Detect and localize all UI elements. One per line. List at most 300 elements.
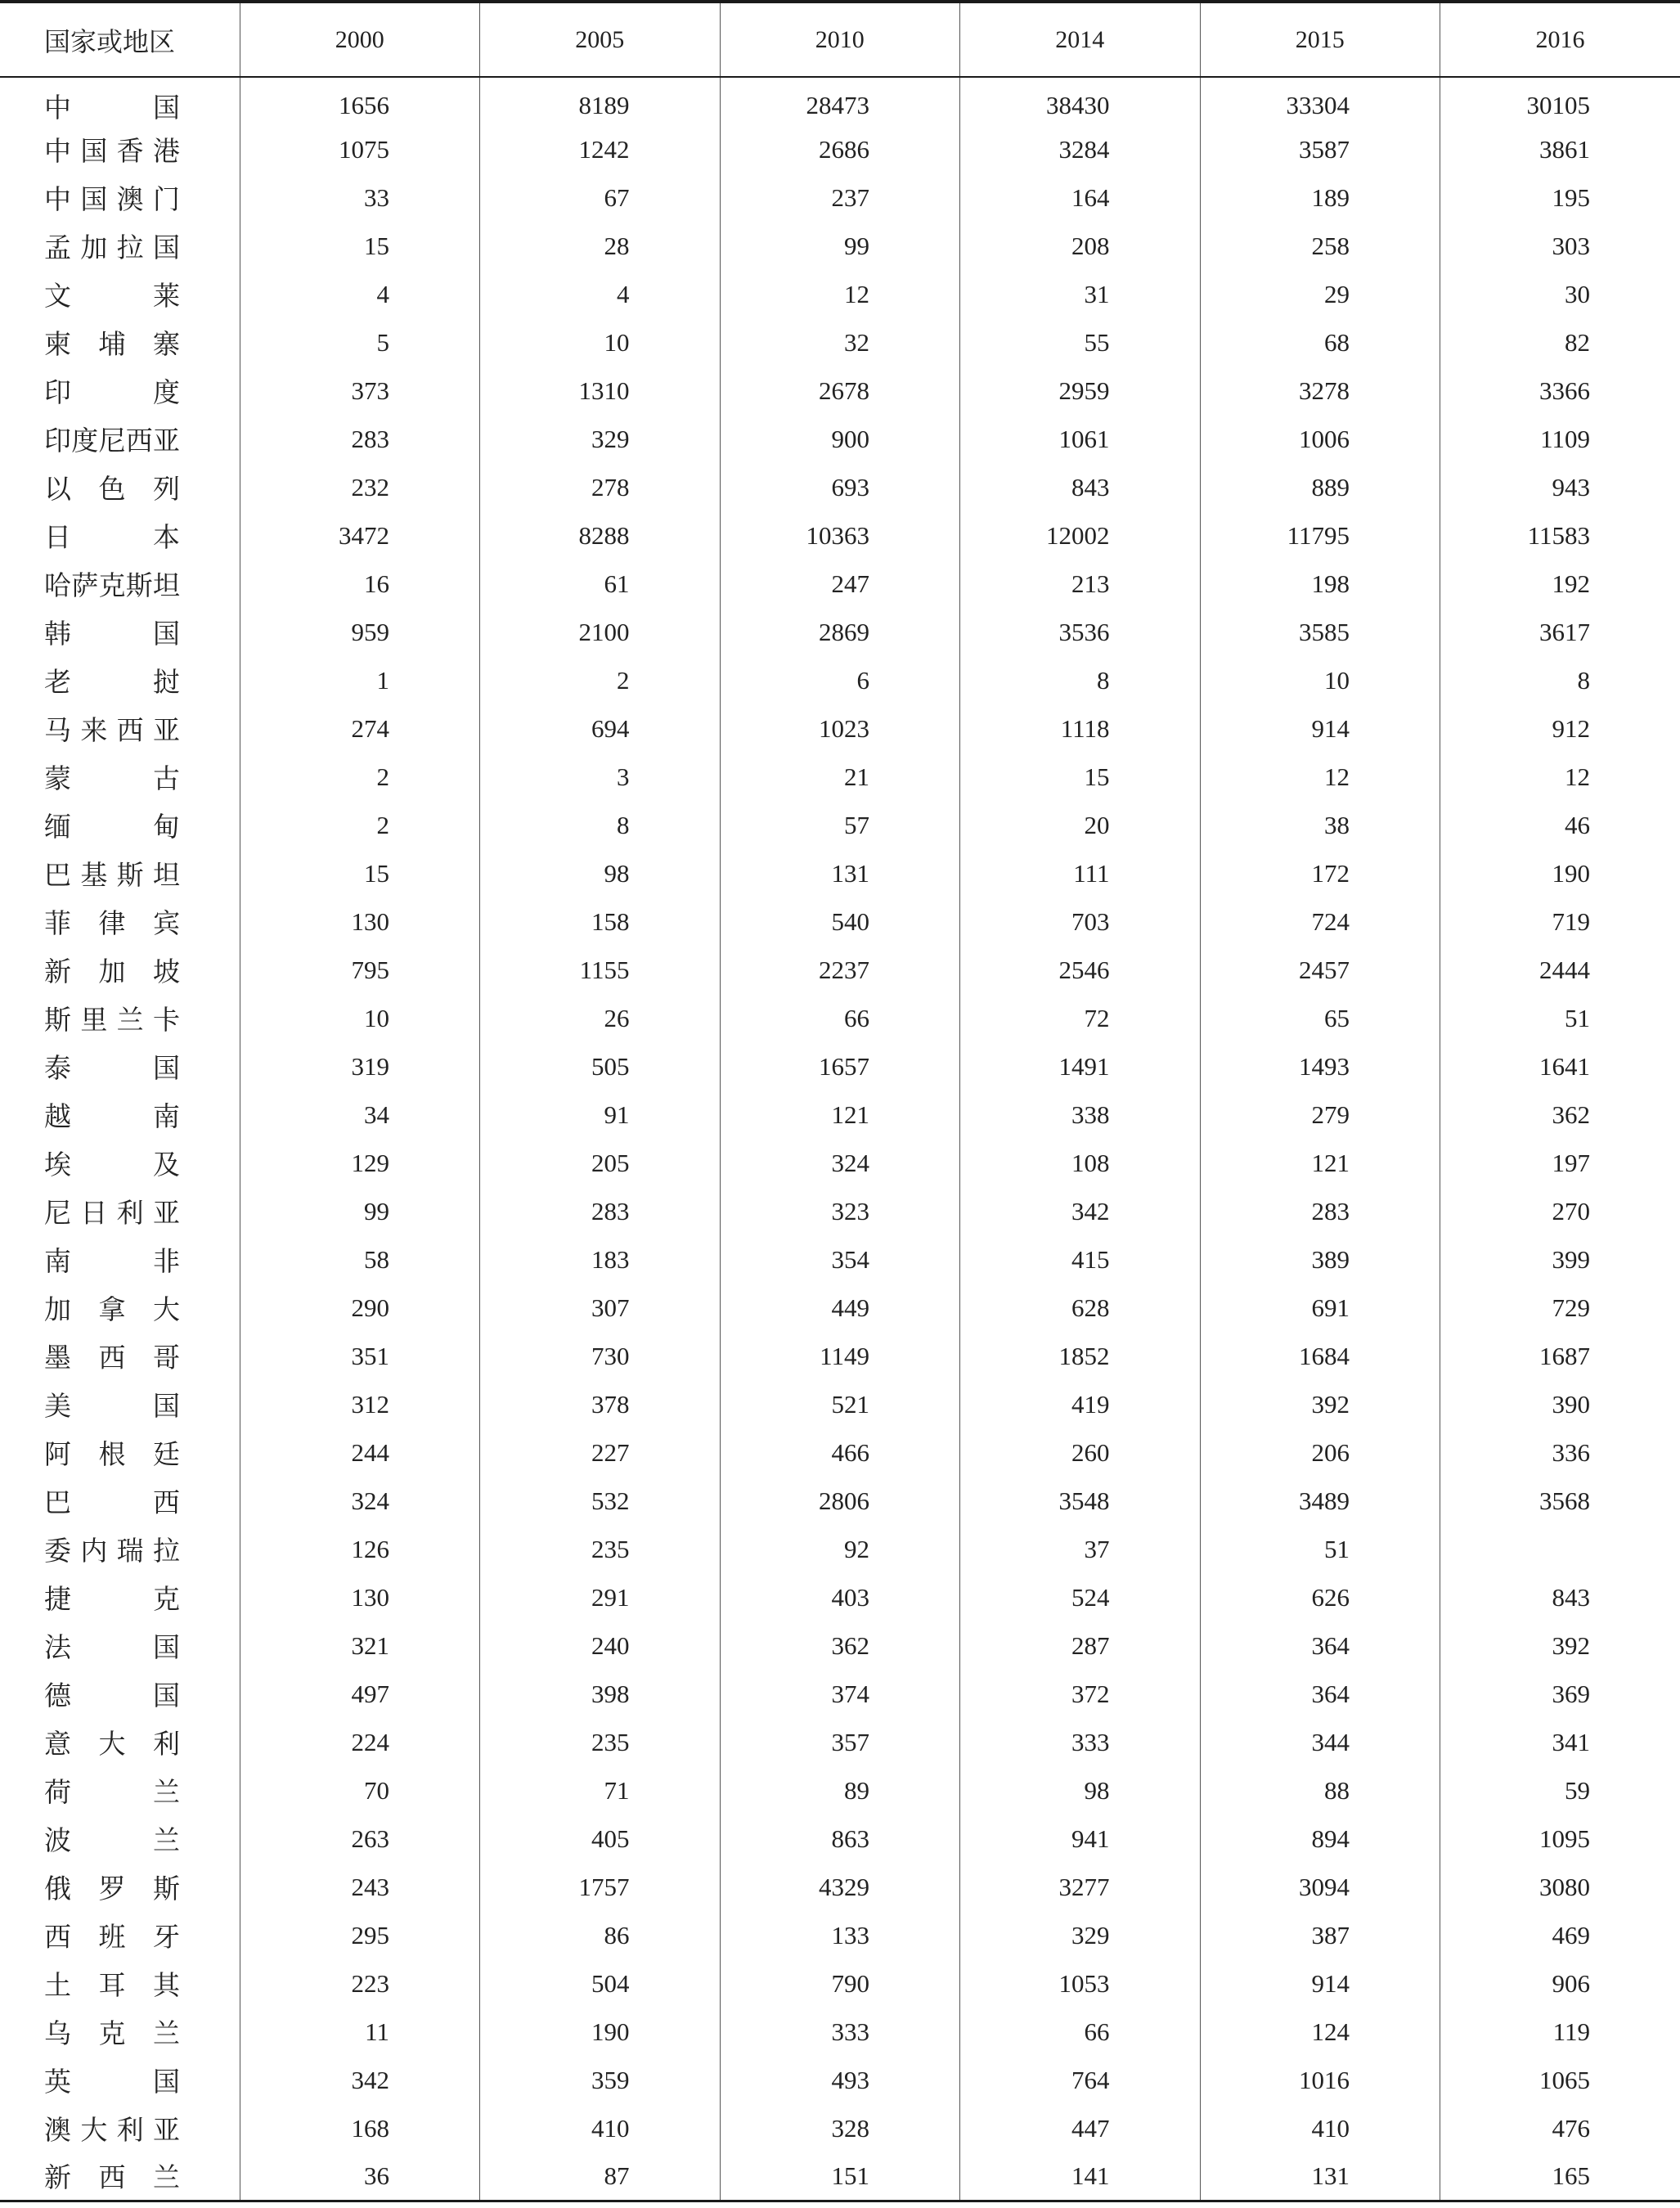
value-cell-2010: 449: [720, 1284, 960, 1332]
value-cell-2005: 8: [480, 801, 721, 849]
value-cell-2000: 319: [240, 1042, 480, 1091]
value-cell-2014: 338: [960, 1091, 1201, 1139]
country-name-cell: [0, 753, 240, 801]
column-header-2014: 2014: [960, 2, 1201, 77]
value-cell-2000: 321: [240, 1621, 480, 1670]
value-cell-2014: 213: [960, 560, 1201, 608]
value-cell-2010: 323: [720, 1187, 960, 1235]
table-row: [0, 801, 1680, 849]
country-name: 墨西哥: [44, 1342, 180, 1374]
table-row: [0, 1332, 1680, 1380]
country-name: 德国: [44, 1680, 180, 1711]
value-cell-2014: 703: [960, 897, 1201, 946]
country-name: 巴基斯坦: [44, 859, 180, 891]
table-header: [0, 2, 1680, 77]
value-cell-2010: 466: [720, 1428, 960, 1477]
value-cell-2016: 399: [1552, 1244, 1590, 1274]
value-cell-2014: 764: [960, 2056, 1201, 2104]
value-cell-2014: 333: [960, 1718, 1201, 1766]
country-name: 中国: [44, 91, 180, 124]
value-cell-2014: 287: [960, 1621, 1201, 1670]
value-cell-2014: 72: [960, 994, 1201, 1042]
country-name-cell: [0, 1670, 240, 1718]
country-name: 马来西亚: [44, 714, 180, 746]
table-row: [0, 1766, 1680, 1815]
value-cell-2015: 626: [1200, 1573, 1440, 1621]
value-cell-2010: 133: [720, 1911, 960, 1959]
table-row: [0, 560, 1680, 608]
value-cell-2005: 3: [480, 753, 721, 801]
value-cell-2014: 141: [960, 2152, 1201, 2201]
value-cell-2016: 719: [1552, 906, 1590, 936]
value-cell-2015: 387: [1200, 1911, 1440, 1959]
country-name: 美国: [44, 1390, 180, 1422]
country-name: 意大利: [44, 1728, 180, 1760]
value-cell-2010: 121: [720, 1091, 960, 1139]
table-row: [0, 1573, 1680, 1621]
value-cell-2015: 3587: [1200, 125, 1440, 173]
country-name: 菲律宾: [44, 907, 180, 939]
value-cell-2010: 237: [720, 173, 960, 222]
value-cell-2000: 224: [240, 1718, 480, 1766]
country-name: 俄罗斯: [44, 1873, 180, 1904]
value-cell-2014: 628: [960, 1284, 1201, 1332]
value-cell-2016: 59: [1565, 1775, 1590, 1805]
table-row: [0, 222, 1680, 270]
table-row: [0, 2008, 1680, 2056]
table-body: [0, 77, 1680, 2201]
value-cell-2014: 55: [960, 318, 1201, 367]
country-name-cell: [0, 318, 240, 367]
value-cell-2016: 46: [1565, 810, 1590, 839]
country-name: 日本: [44, 521, 180, 553]
country-name-cell: [0, 897, 240, 946]
value-cell-2010: 362: [720, 1621, 960, 1670]
value-cell-2005: 2100: [480, 608, 721, 656]
value-cell-2015: 914: [1200, 704, 1440, 753]
value-cell-2005: 730: [480, 1332, 721, 1380]
value-cell-2016: 12: [1565, 762, 1590, 791]
value-cell-2016: 390: [1552, 1389, 1590, 1419]
value-cell-2010: 2806: [720, 1477, 960, 1525]
value-cell-2005: 10: [480, 318, 721, 367]
value-cell-2015: 198: [1200, 560, 1440, 608]
value-cell-2016: 3861: [1539, 134, 1590, 164]
value-cell-2010: 99: [720, 222, 960, 270]
value-cell-2014: 1061: [960, 415, 1201, 463]
value-cell-2005: 86: [480, 1911, 721, 1959]
table-row: [0, 1380, 1680, 1428]
value-cell-2016: 843: [1552, 1582, 1590, 1612]
value-cell-2010: 863: [720, 1815, 960, 1863]
table-row: [0, 656, 1680, 704]
country-name: 澳大利亚: [44, 2114, 180, 2146]
table-row: [0, 511, 1680, 560]
table-row: [0, 125, 1680, 173]
value-cell-2010: 247: [720, 560, 960, 608]
value-cell-2000: 4: [240, 270, 480, 318]
country-name-cell: [0, 270, 240, 318]
country-name-cell: [0, 1284, 240, 1332]
value-cell-2016: 303: [1552, 231, 1590, 260]
country-name-cell: [0, 1042, 240, 1091]
value-cell-2015: 889: [1200, 463, 1440, 511]
country-name-cell: [0, 1863, 240, 1911]
country-name-cell: [0, 946, 240, 994]
value-cell-2005: 278: [480, 463, 721, 511]
value-cell-2000: 15: [240, 222, 480, 270]
value-cell-2005: 504: [480, 1959, 721, 2008]
value-cell-2005: 235: [480, 1718, 721, 1766]
value-cell-2016: 195: [1552, 182, 1590, 212]
value-cell-2016: 190: [1552, 858, 1590, 888]
value-cell-2016: 3617: [1539, 617, 1590, 646]
value-cell-2015: 3278: [1200, 367, 1440, 415]
country-name: 柬埔寨: [44, 328, 180, 360]
country-name-cell: [0, 1573, 240, 1621]
value-cell-2000: 5: [240, 318, 480, 367]
value-cell-2016: 1687: [1539, 1341, 1590, 1370]
value-cell-2005: 283: [480, 1187, 721, 1235]
country-name-cell: [0, 415, 240, 463]
value-cell-2000: 130: [240, 897, 480, 946]
country-name-cell: [0, 1332, 240, 1380]
country-name: 文莱: [44, 280, 180, 312]
value-cell-2010: 131: [720, 849, 960, 897]
value-cell-2010: 4329: [720, 1863, 960, 1911]
value-cell-2014: 372: [960, 1670, 1201, 1718]
value-cell-2014: 37: [960, 1525, 1201, 1573]
value-cell-2005: 4: [480, 270, 721, 318]
value-cell-2015: 3489: [1200, 1477, 1440, 1525]
value-cell-2016: 476: [1552, 2113, 1590, 2143]
country-name: 印度: [44, 376, 180, 408]
table-row: [0, 849, 1680, 897]
country-name-cell: [0, 1815, 240, 1863]
value-cell-2000: 2: [240, 801, 480, 849]
value-cell-2014: 31: [960, 270, 1201, 318]
value-cell-2000: 1656: [240, 77, 480, 125]
value-cell-2005: 87: [480, 2152, 721, 2201]
value-cell-2015: 392: [1200, 1380, 1440, 1428]
table-row: [0, 1091, 1680, 1139]
country-name-cell: [0, 1911, 240, 1959]
table-row: [0, 415, 1680, 463]
value-cell-2015: 11795: [1200, 511, 1440, 560]
table-row: [0, 1959, 1680, 2008]
value-cell-2014: 111: [960, 849, 1201, 897]
value-cell-2014: 208: [960, 222, 1201, 270]
country-name-cell: [0, 560, 240, 608]
value-cell-2000: 324: [240, 1477, 480, 1525]
value-cell-2010: 66: [720, 994, 960, 1042]
value-cell-2015: 10: [1200, 656, 1440, 704]
value-cell-2015: 691: [1200, 1284, 1440, 1332]
country-name-cell: [0, 1091, 240, 1139]
value-cell-2016: 1065: [1539, 2065, 1590, 2094]
value-cell-2010: 2678: [720, 367, 960, 415]
value-cell-2015: 124: [1200, 2008, 1440, 2056]
country-name: 荷兰: [44, 1776, 180, 1808]
country-name-cell: [0, 1477, 240, 1525]
value-cell-2015: 88: [1200, 1766, 1440, 1815]
value-cell-2000: 168: [240, 2104, 480, 2152]
value-cell-2015: 68: [1200, 318, 1440, 367]
value-cell-2010: 12: [720, 270, 960, 318]
country-name: 哈萨克斯坦: [44, 569, 180, 601]
value-cell-2010: 32: [720, 318, 960, 367]
table-row: [0, 2104, 1680, 2152]
column-header-2005: 2005: [480, 2, 721, 77]
value-cell-2015: 51: [1200, 1525, 1440, 1573]
table-row: [0, 1718, 1680, 1766]
value-cell-2016: 341: [1552, 1727, 1590, 1756]
table-row: [0, 1477, 1680, 1525]
value-cell-2005: 1310: [480, 367, 721, 415]
country-name-cell: [0, 1621, 240, 1670]
country-name-cell: [0, 367, 240, 415]
value-cell-2014: 98: [960, 1766, 1201, 1815]
country-name: 巴西: [44, 1486, 180, 1518]
value-cell-2016: 906: [1552, 1968, 1590, 1998]
country-name: 加拿大: [44, 1293, 180, 1325]
value-cell-2005: 1155: [480, 946, 721, 994]
country-name: 波兰: [44, 1824, 180, 1856]
value-cell-2016: 8: [1577, 665, 1590, 695]
country-name: 新西兰: [44, 2161, 180, 2194]
value-cell-2010: 354: [720, 1235, 960, 1284]
value-cell-2005: 8288: [480, 511, 721, 560]
value-cell-2015: 279: [1200, 1091, 1440, 1139]
country-name: 以色列: [44, 473, 180, 505]
value-cell-2000: 295: [240, 1911, 480, 1959]
value-cell-2005: 158: [480, 897, 721, 946]
value-cell-2000: 16: [240, 560, 480, 608]
country-name-cell: [0, 1428, 240, 1477]
value-cell-2015: 29: [1200, 270, 1440, 318]
value-cell-2016: 469: [1552, 1920, 1590, 1949]
country-name-cell: [0, 77, 240, 125]
value-cell-2000: 99: [240, 1187, 480, 1235]
country-name-cell: [0, 125, 240, 173]
value-cell-2000: 15: [240, 849, 480, 897]
country-name-cell: [0, 1718, 240, 1766]
value-cell-2015: 131: [1200, 2152, 1440, 2201]
table-row: [0, 897, 1680, 946]
value-cell-2000: 34: [240, 1091, 480, 1139]
country-name-cell: [0, 608, 240, 656]
value-cell-2010: 6: [720, 656, 960, 704]
value-cell-2005: 98: [480, 849, 721, 897]
country-name-cell: [0, 511, 240, 560]
country-name-cell: [0, 849, 240, 897]
value-cell-2016: 3366: [1539, 375, 1590, 405]
value-cell-2000: 290: [240, 1284, 480, 1332]
country-name: 法国: [44, 1631, 180, 1663]
value-cell-2005: 183: [480, 1235, 721, 1284]
country-name: 捷克: [44, 1583, 180, 1615]
value-cell-2000: 58: [240, 1235, 480, 1284]
value-cell-2000: 283: [240, 415, 480, 463]
value-cell-2014: 3536: [960, 608, 1201, 656]
country-name: 中国香港: [44, 135, 180, 167]
value-cell-2014: 20: [960, 801, 1201, 849]
table-row: [0, 753, 1680, 801]
value-cell-2010: 357: [720, 1718, 960, 1766]
value-cell-2016: 912: [1552, 713, 1590, 743]
value-cell-2010: 540: [720, 897, 960, 946]
value-cell-2016: 1109: [1540, 424, 1590, 453]
value-cell-2015: 3094: [1200, 1863, 1440, 1911]
value-cell-2015: 344: [1200, 1718, 1440, 1766]
table-row: [0, 946, 1680, 994]
value-cell-2010: 1657: [720, 1042, 960, 1091]
table-row: [0, 1815, 1680, 1863]
table-row: [0, 1428, 1680, 1477]
table-row: [0, 77, 1680, 125]
value-cell-2015: 1684: [1200, 1332, 1440, 1380]
country-name-cell: [0, 1525, 240, 1573]
value-cell-2010: 521: [720, 1380, 960, 1428]
value-cell-2000: 244: [240, 1428, 480, 1477]
value-cell-2015: 206: [1200, 1428, 1440, 1477]
country-name: 英国: [44, 2066, 180, 2098]
value-cell-2014: 2959: [960, 367, 1201, 415]
value-cell-2016: 197: [1552, 1148, 1590, 1177]
value-cell-2005: 26: [480, 994, 721, 1042]
value-cell-2005: 227: [480, 1428, 721, 1477]
value-cell-2014: 2546: [960, 946, 1201, 994]
value-cell-2015: 894: [1200, 1815, 1440, 1863]
value-cell-2000: 312: [240, 1380, 480, 1428]
value-cell-2010: 92: [720, 1525, 960, 1573]
value-cell-2016: 82: [1565, 327, 1590, 357]
country-name: 南非: [44, 1245, 180, 1277]
value-cell-2014: 38430: [960, 77, 1201, 125]
value-cell-2005: 359: [480, 2056, 721, 2104]
value-cell-2005: 378: [480, 1380, 721, 1428]
country-name-cell: [0, 2056, 240, 2104]
column-header-2015: 2015: [1200, 2, 1440, 77]
value-cell-2010: 57: [720, 801, 960, 849]
value-cell-2010: 374: [720, 1670, 960, 1718]
value-cell-2014: 1118: [960, 704, 1201, 753]
table-row: [0, 463, 1680, 511]
value-cell-2000: 351: [240, 1332, 480, 1380]
value-cell-2005: 240: [480, 1621, 721, 1670]
value-cell-2015: 1006: [1200, 415, 1440, 463]
value-cell-2005: 694: [480, 704, 721, 753]
table-row: [0, 1863, 1680, 1911]
value-cell-2010: 790: [720, 1959, 960, 2008]
country-name: 泰国: [44, 1052, 180, 1084]
value-cell-2014: 1491: [960, 1042, 1201, 1091]
country-name: 缅甸: [44, 811, 180, 843]
country-name: 委内瑞拉: [44, 1535, 180, 1567]
value-cell-2005: 71: [480, 1766, 721, 1815]
value-cell-2016: 729: [1552, 1293, 1590, 1322]
value-cell-2000: 263: [240, 1815, 480, 1863]
country-name: 印度尼西亚: [44, 425, 180, 456]
value-cell-2014: 1852: [960, 1332, 1201, 1380]
value-cell-2016: 30105: [1526, 91, 1590, 119]
value-cell-2000: 10: [240, 994, 480, 1042]
value-cell-2016: 369: [1552, 1679, 1590, 1708]
country-name: 阿根廷: [44, 1438, 180, 1470]
country-name-cell: [0, 801, 240, 849]
value-cell-2000: 2: [240, 753, 480, 801]
country-name: 中国澳门: [44, 183, 180, 215]
value-cell-2010: 2686: [720, 125, 960, 173]
country-name-cell: [0, 1959, 240, 2008]
value-cell-2005: 2: [480, 656, 721, 704]
value-cell-2005: 405: [480, 1815, 721, 1863]
country-name-cell: [0, 173, 240, 222]
country-name-cell: [0, 2152, 240, 2201]
value-cell-2014: 260: [960, 1428, 1201, 1477]
table-row: [0, 1187, 1680, 1235]
value-cell-2016: [1440, 1525, 1680, 1573]
value-cell-2014: 419: [960, 1380, 1201, 1428]
value-cell-2014: 3548: [960, 1477, 1201, 1525]
value-cell-2014: 3284: [960, 125, 1201, 173]
value-cell-2015: 914: [1200, 1959, 1440, 2008]
value-cell-2014: 941: [960, 1815, 1201, 1863]
column-header-2010: 2010: [720, 2, 960, 77]
value-cell-2015: 410: [1200, 2104, 1440, 2152]
column-header-country: 国家或地区: [0, 2, 240, 77]
value-cell-2015: 2457: [1200, 946, 1440, 994]
value-cell-2005: 190: [480, 2008, 721, 2056]
value-cell-2000: 497: [240, 1670, 480, 1718]
value-cell-2005: 505: [480, 1042, 721, 1091]
table-row: [0, 1284, 1680, 1332]
value-cell-2010: 89: [720, 1766, 960, 1815]
value-cell-2000: 126: [240, 1525, 480, 1573]
table-row: [0, 1911, 1680, 1959]
value-cell-2010: 1149: [720, 1332, 960, 1380]
table-row: [0, 994, 1680, 1042]
value-cell-2016: 270: [1552, 1196, 1590, 1225]
value-cell-2014: 108: [960, 1139, 1201, 1187]
value-cell-2015: 724: [1200, 897, 1440, 946]
value-cell-2014: 524: [960, 1573, 1201, 1621]
table-row: [0, 1139, 1680, 1187]
country-name-cell: [0, 222, 240, 270]
value-cell-2016: 11583: [1527, 520, 1590, 550]
country-name: 土耳其: [44, 1969, 180, 2001]
country-name-cell: [0, 994, 240, 1042]
table-row: [0, 173, 1680, 222]
country-name-cell: [0, 656, 240, 704]
value-cell-2015: 1493: [1200, 1042, 1440, 1091]
value-cell-2014: 342: [960, 1187, 1201, 1235]
value-cell-2016: 943: [1552, 472, 1590, 501]
value-cell-2016: 2444: [1539, 955, 1590, 984]
value-cell-2014: 415: [960, 1235, 1201, 1284]
value-cell-2005: 329: [480, 415, 721, 463]
value-cell-2015: 33304: [1200, 77, 1440, 125]
value-cell-2016: 30: [1565, 279, 1590, 308]
value-cell-2010: 2869: [720, 608, 960, 656]
country-name-cell: [0, 2104, 240, 2152]
country-name: 斯里兰卡: [44, 1004, 180, 1036]
value-cell-2000: 243: [240, 1863, 480, 1911]
value-cell-2000: 959: [240, 608, 480, 656]
country-name-cell: [0, 463, 240, 511]
value-cell-2014: 164: [960, 173, 1201, 222]
value-cell-2010: 324: [720, 1139, 960, 1187]
